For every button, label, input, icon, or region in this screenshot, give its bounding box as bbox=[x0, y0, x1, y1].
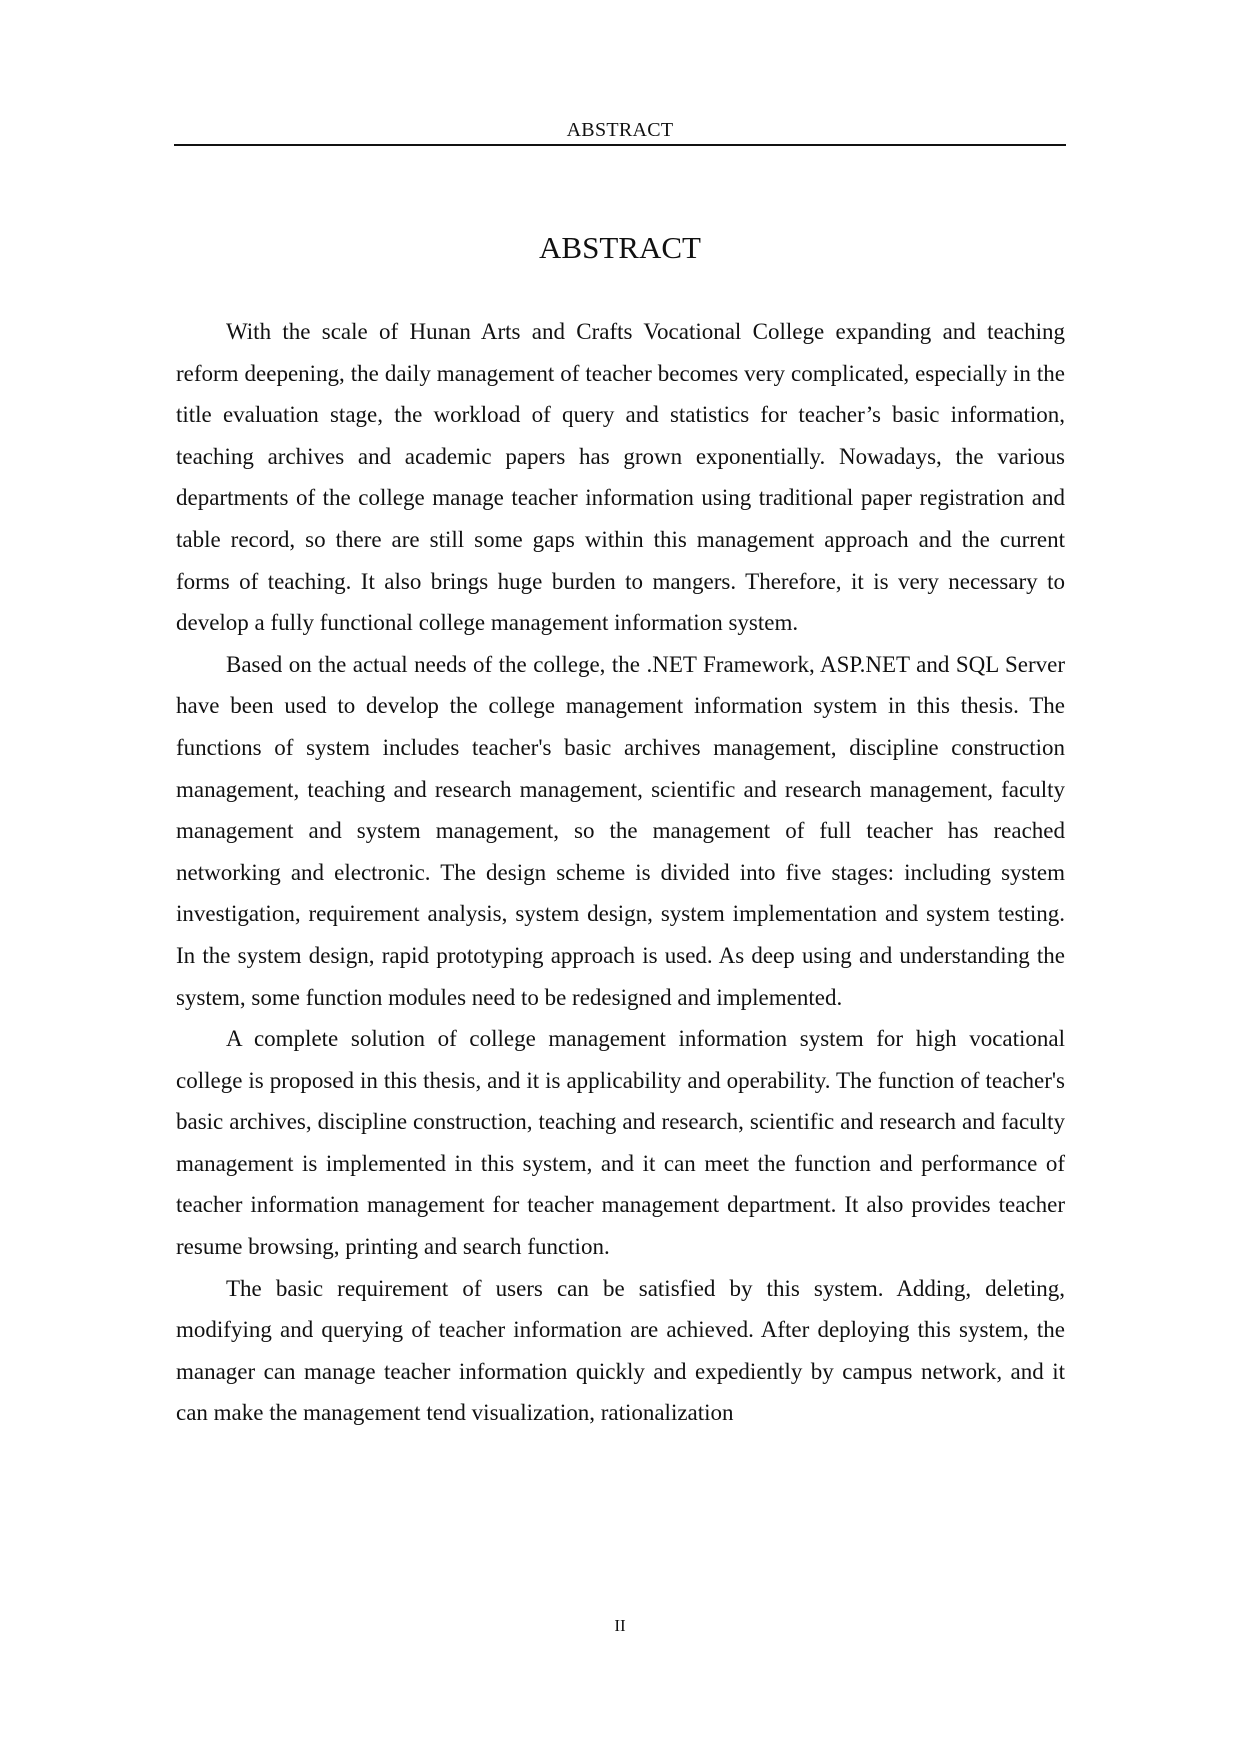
header-rule bbox=[174, 144, 1066, 146]
abstract-paragraph-4: The basic requirement of users can be satisfied by this system. Adding, deleting, modifying and querying of teacher information are achieved. After deploying this system, the manager can manage teacher information quickly and expediently by campus network, and it can make the management tend visualization, rationalization bbox=[176, 1275, 1065, 1426]
page-number: II bbox=[614, 1616, 626, 1635]
running-header: ABSTRACT bbox=[566, 119, 674, 141]
abstract-body bbox=[176, 311, 1065, 1434]
abstract-paragraph-2: Based on the actual needs of the college, the .NET Framework, ASP.NET and SQL Server have been used to develop the college management information system in this thesis. The functions of system includes teacher's basic archives management, discipline construction management, teaching and research management, scientific and research management, faculty management and system management, so the management of full teacher has reached networking and electronic. The design scheme is divided into five stages: including system investigation, requirement analysis, system design, system implementation and system testing. In the system design, rapid prototyping approach is used. As deep using and understanding the system, some function modules need to be redesigned and implemented. bbox=[176, 651, 1065, 1010]
abstract-paragraph-1: With the scale of Hunan Arts and Crafts Vocational College expanding and teaching reform deepening, the daily management of teacher becomes very complicated, especially in the title evaluation stage, the workload of query and statistics for teacher’s basic information, teaching archives and academic papers has grown exponentially. Nowadays, the various departments of the college manage teacher information using traditional paper registration and table record, so there are still some gaps within this management approach and the current forms of teaching. It also brings huge burden to mangers. Therefore, it is very necessary to develop a fully functional college management information system. bbox=[176, 319, 1065, 636]
abstract-paragraph-3: A complete solution of college management information system for high vocational college is proposed in this thesis, and it is applicability and operability. The function of teacher's basic archives, discipline construction, teaching and research, scientific and research and faculty management is implemented in this system, and it can meet the function and performance of teacher information management for teacher management department. It also provides teacher resume browsing, printing and search function. bbox=[176, 1026, 1065, 1260]
page-title: ABSTRACT bbox=[539, 230, 701, 265]
